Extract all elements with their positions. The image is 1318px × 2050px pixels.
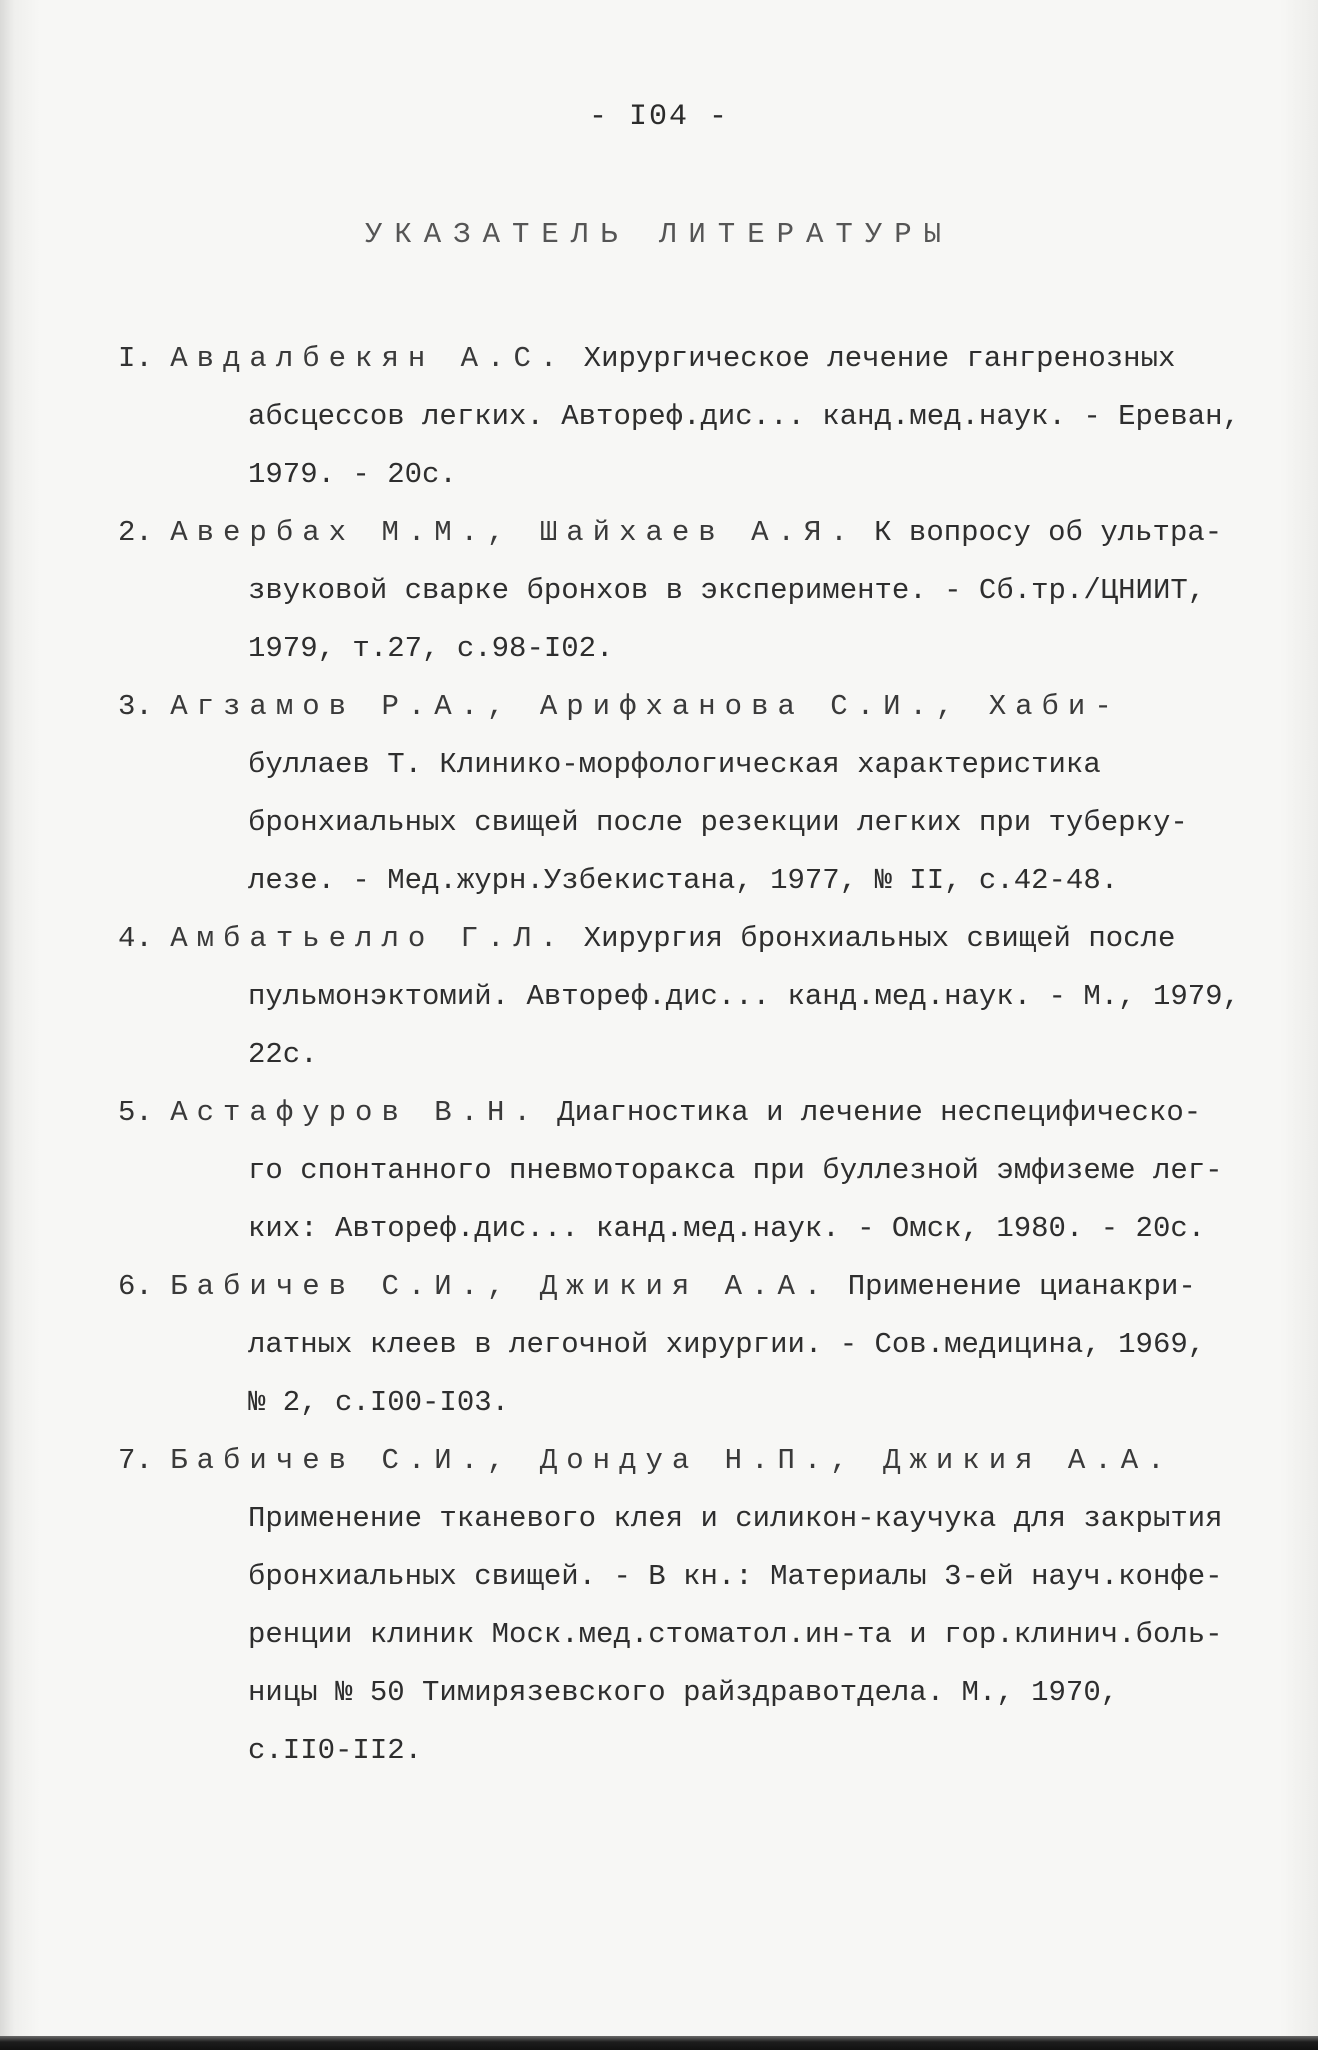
reference-line: 22с. (248, 1038, 318, 1071)
scan-edge (0, 2036, 1318, 2050)
reference-item (0, 1084, 1318, 1258)
reference-line: с.II0-II2. (248, 1734, 423, 1767)
reference-author: Авербах М.М., Шайхаев А.Я. (170, 516, 857, 549)
reference-text: Применение цианакри- (847, 1270, 1196, 1303)
reference-author: Бабичев С.И., Дондуа Н.П., Джикия А.А. (170, 1444, 1174, 1477)
reference-number: 6. (118, 1270, 153, 1303)
reference-first-line (0, 1432, 1318, 1490)
reference-author: Амбатьелло Г.Л. (170, 922, 567, 955)
reference-author: Астафуров В.Н. (170, 1096, 540, 1129)
reference-first-line (0, 678, 1318, 736)
reference-line: латных клеев в легочной хирургии. - Сов.медицина, 1969, (248, 1328, 1206, 1361)
reference-item (0, 1432, 1318, 1780)
reference-line: ницы № 50 Тимирязевского райздравотдела. М., 1970, (248, 1676, 1119, 1709)
reference-line: Применение тканевого клея и силикон-каучука для закрытия (248, 1502, 1223, 1535)
reference-number: 4. (118, 922, 153, 955)
reference-line: лезе. - Мед.журн.Узбекистана, 1977, № II, с.42-48. (248, 864, 1119, 897)
reference-first-line (0, 1084, 1318, 1142)
reference-line: 1979. - 20с. (248, 458, 457, 491)
reference-item (0, 504, 1318, 678)
reference-line: абсцессов легких. Автореф.дис... канд.мед.наук. - Ереван, (248, 400, 1240, 433)
reference-line: № 2, с.I00-I03. (248, 1386, 510, 1419)
page-title: УКАЗАТЕЛЬ ЛИТЕРАТУРЫ (364, 218, 954, 251)
reference-item (0, 330, 1318, 504)
reference-text: Хирургия бронхиальных свищей после (583, 922, 1176, 955)
reference-text: Хирургическое лечение гангренозных (583, 342, 1176, 375)
reference-number: 3. (118, 690, 153, 723)
reference-text: К вопросу об ультра- (874, 516, 1223, 549)
reference-line: пульмонэктомий. Автореф.дис... канд.мед.наук. - М., 1979, (248, 980, 1240, 1013)
reference-line: 1979, т.27, с.98-I02. (248, 632, 614, 665)
reference-text: Диагностика и лечение неспецифическо- (557, 1096, 1202, 1129)
reference-first-line (0, 1258, 1318, 1316)
reference-author: Авдалбекян А.С. (170, 342, 567, 375)
reference-first-line (0, 330, 1318, 388)
reference-line: буллаев Т. Клинико-морфологическая характеристика (248, 748, 1101, 781)
page-number: - I04 - (588, 100, 730, 134)
reference-line: бронхиальных свищей. - В кн.: Материалы 3-ей науч.конфе- (248, 1560, 1223, 1593)
reference-first-line (0, 504, 1318, 562)
reference-line: звуковой сварке бронхов в эксперименте. - Сб.тр./ЦНИИТ, (248, 574, 1206, 607)
reference-line: ренции клиник Моск.мед.стоматол.ин-та и гор.клинич.боль- (248, 1618, 1223, 1651)
reference-item (0, 678, 1318, 910)
reference-line: го спонтанного пневмоторакса при буллезной эмфиземе лег- (248, 1154, 1223, 1187)
reference-item (0, 910, 1318, 1084)
reference-number: 2. (118, 516, 153, 549)
reference-author: Бабичев С.И., Джикия А.А. (170, 1270, 831, 1303)
reference-line: ких: Автореф.дис... канд.мед.наук. - Омск, 1980. - 20с. (248, 1212, 1206, 1245)
reference-number: 7. (118, 1444, 153, 1477)
reference-list (0, 330, 1318, 1780)
reference-author: Агзамов Р.А., Арифханова С.И., Хаби- (170, 690, 1121, 723)
reference-line: бронхиальных свищей после резекции легких при туберку- (248, 806, 1188, 839)
reference-number: I. (118, 342, 153, 375)
reference-first-line (0, 910, 1318, 968)
reference-item (0, 1258, 1318, 1432)
reference-number: 5. (118, 1096, 153, 1129)
